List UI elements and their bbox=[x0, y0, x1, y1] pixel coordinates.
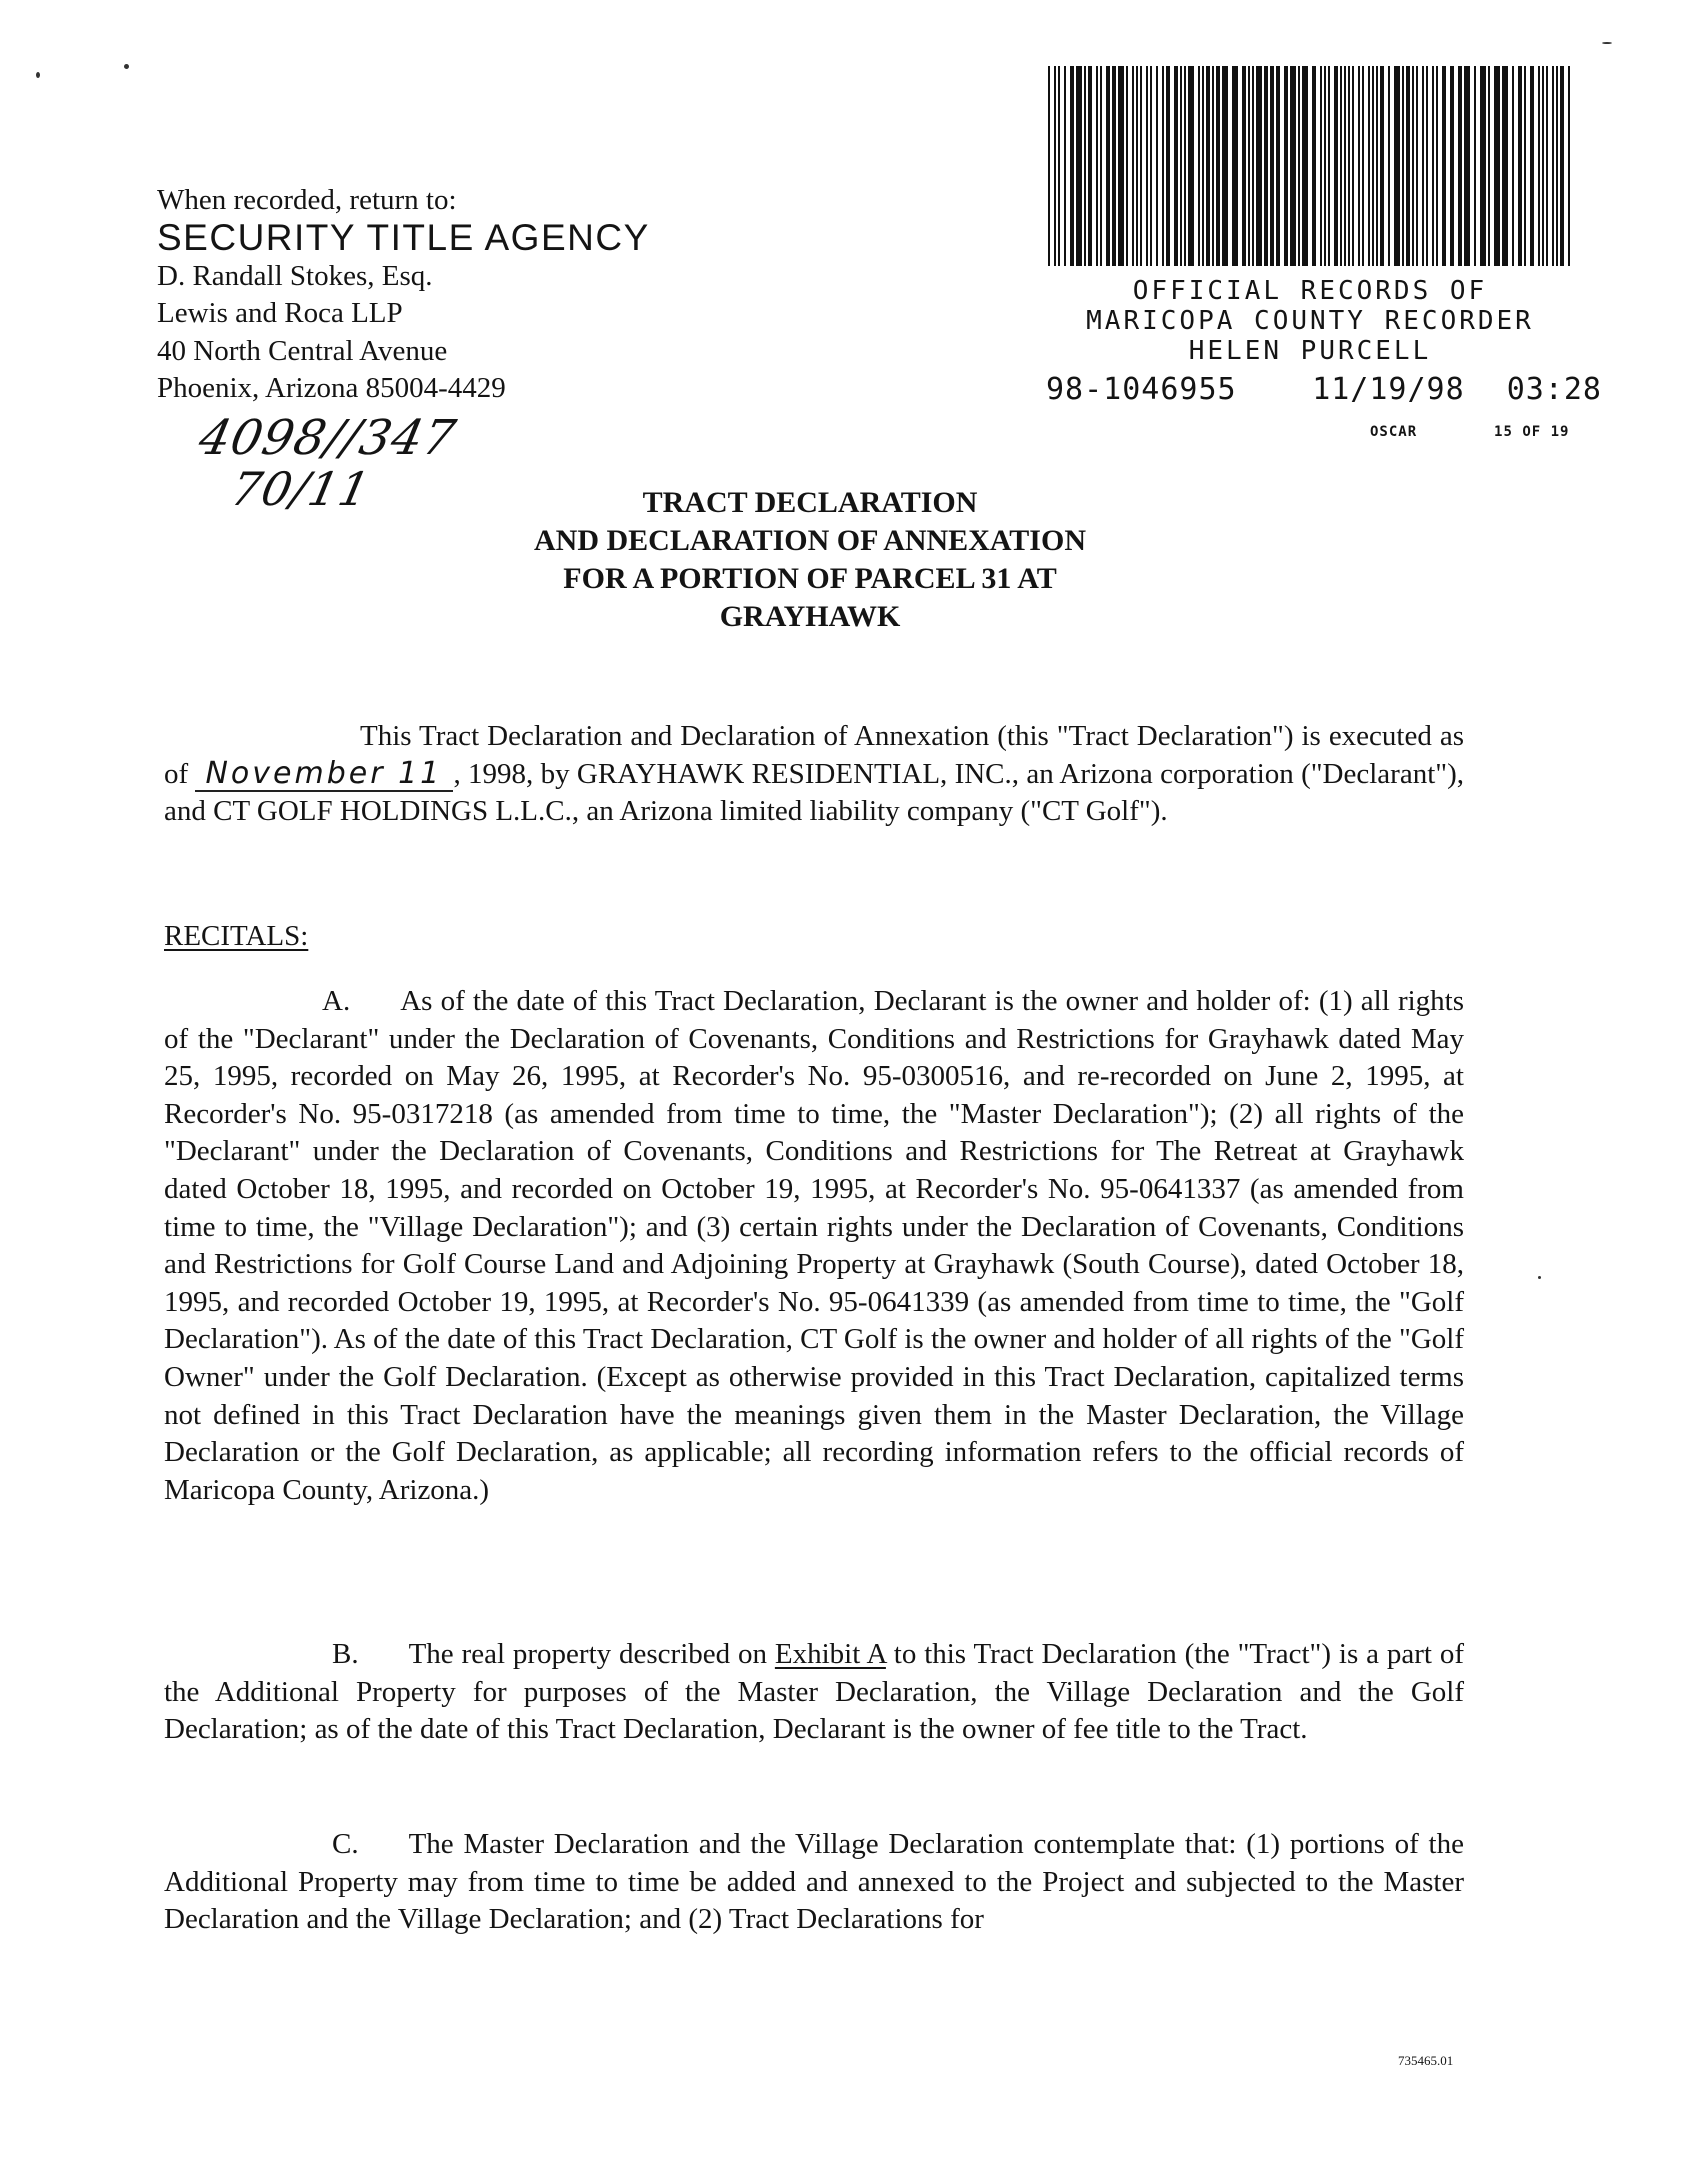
recitals-heading: RECITALS: bbox=[164, 920, 309, 952]
barcode-bar bbox=[1372, 66, 1374, 266]
barcode-bar bbox=[1232, 66, 1238, 266]
document-number: 735465.01 bbox=[1398, 2053, 1454, 2068]
intro-paragraph bbox=[164, 718, 1464, 831]
recording-date: 11/19/98 bbox=[1312, 372, 1465, 407]
barcode-bar bbox=[1132, 66, 1134, 266]
handwritten-date: November 11 bbox=[205, 755, 443, 791]
barcode-bar bbox=[1184, 66, 1186, 266]
barcode-bar bbox=[1206, 66, 1210, 266]
recital-c-text: The Master Declaration and the Village Declaration contemplate that: (1) portions of the Additional Property may from time to time be added and annexed to the Project and subjected to the Master Declaration and the Village Declaration; and (2) Tract Declarations for bbox=[164, 1828, 1464, 1936]
barcode-bar bbox=[1298, 66, 1300, 266]
barcode-bar bbox=[1198, 66, 1200, 266]
barcode-bar bbox=[1048, 66, 1050, 266]
barcode-bar bbox=[1474, 66, 1476, 266]
barcode-bar bbox=[1442, 66, 1446, 266]
title-line: AND DECLARATION OF ANNEXATION bbox=[534, 524, 1086, 557]
barcode-bar bbox=[1188, 66, 1194, 266]
recording-sub-row bbox=[1370, 424, 1569, 440]
barcode-bar bbox=[1320, 66, 1322, 266]
barcode-bar bbox=[1376, 66, 1378, 266]
barcode-bar bbox=[1358, 66, 1360, 266]
return-to-line: D. Randall Stokes, Esq. bbox=[157, 259, 433, 292]
barcode-bar bbox=[1406, 66, 1410, 266]
recital-label: B. bbox=[332, 1638, 359, 1670]
barcode-bar bbox=[1480, 66, 1486, 266]
recital-b-text-pre: The real property described on bbox=[408, 1638, 767, 1670]
barcode-bar bbox=[1112, 66, 1116, 266]
barcode-bar bbox=[1166, 66, 1170, 266]
agency-stamp: SECURITY TITLE AGENCY bbox=[157, 216, 650, 258]
barcode-bar bbox=[1450, 66, 1454, 266]
recital-b-text-post: to this Tract Declaration (the "Tract") is a part of the Additional Property for purposes of the Master Declaration, the Village Declaration and the Golf Declaration; as of the date of this Tract Declaration, Declarant is the owner of fee title to the Tract. bbox=[164, 1638, 1465, 1746]
barcode-bar bbox=[1126, 66, 1128, 266]
barcode-bar bbox=[1340, 66, 1342, 266]
barcode-bar bbox=[1248, 66, 1250, 266]
recorder-line: MARICOPA COUNTY RECORDER bbox=[1086, 306, 1534, 336]
barcode-bar bbox=[1388, 66, 1390, 266]
barcode-bar bbox=[1270, 66, 1274, 266]
barcode-bar bbox=[1106, 66, 1110, 266]
barcode-bar bbox=[1264, 66, 1268, 266]
scan-speck bbox=[124, 64, 129, 69]
recital-a bbox=[164, 983, 1464, 1509]
barcode-bar bbox=[1546, 66, 1548, 266]
barcode-bar bbox=[1560, 66, 1564, 266]
barcode-bar bbox=[1324, 66, 1326, 266]
barcode-bar bbox=[1162, 66, 1164, 266]
barcode-bar bbox=[1242, 66, 1246, 266]
barcode-bar bbox=[1380, 66, 1384, 266]
barcode-bar bbox=[1530, 66, 1534, 266]
barcode-bar bbox=[1394, 66, 1400, 266]
scan-speck bbox=[1538, 1276, 1541, 1279]
barcode-bar bbox=[1174, 66, 1178, 266]
barcode-bar bbox=[1096, 66, 1098, 266]
barcode-bar bbox=[1140, 66, 1142, 266]
exhibit-a-reference: Exhibit A bbox=[774, 1638, 886, 1670]
barcode-bar bbox=[1290, 66, 1296, 266]
return-to-block bbox=[157, 182, 650, 408]
title-line: TRACT DECLARATION bbox=[642, 486, 978, 519]
barcode-bar bbox=[1216, 66, 1220, 266]
intro-text-part1: This Tract Declaration and Declaration of Annexation (this "Tract Declaration") is executed as of bbox=[164, 720, 1464, 790]
barcode-bar bbox=[1070, 66, 1074, 266]
barcode-bar bbox=[1222, 66, 1228, 266]
recording-page-count: 15 OF 19 bbox=[1494, 424, 1570, 440]
barcode-bar bbox=[1402, 66, 1404, 266]
recorder-line: HELEN PURCELL bbox=[1188, 336, 1432, 366]
barcode-bar bbox=[1312, 66, 1316, 266]
recording-time: 03:28 bbox=[1506, 372, 1602, 407]
barcode-bar bbox=[1458, 66, 1462, 266]
barcode-bar bbox=[1412, 66, 1414, 266]
barcode-bar bbox=[1568, 66, 1570, 266]
recording-clerk: OSCAR bbox=[1370, 424, 1418, 440]
intro-text-part2: , 1998, by GRAYHAWK RESIDENTIAL, INC., an Arizona corporation ("Declarant"), and CT GOLF HOLDINGS L.L.C., an Arizona limited liability company ("CT Golf"). bbox=[164, 757, 1465, 828]
barcode-bar bbox=[1426, 66, 1428, 266]
barcode-bar bbox=[1136, 66, 1138, 266]
recorder-stamp bbox=[1040, 276, 1580, 366]
barcode-bar bbox=[1518, 66, 1522, 266]
barcode-bar bbox=[1284, 66, 1288, 266]
barcode-bar bbox=[1432, 66, 1434, 266]
barcode-bar bbox=[1494, 66, 1500, 266]
recital-b bbox=[164, 1636, 1464, 1749]
barcode-bar bbox=[1100, 66, 1102, 266]
barcode-bar bbox=[1064, 66, 1066, 266]
barcode-bar bbox=[1212, 66, 1214, 266]
barcode-bar bbox=[1436, 66, 1438, 266]
barcode-bar bbox=[1464, 66, 1470, 266]
barcode-bar bbox=[1512, 66, 1514, 266]
barcode-bar bbox=[1202, 66, 1204, 266]
barcode-bar bbox=[1348, 66, 1350, 266]
barcode-bar bbox=[1328, 66, 1330, 266]
title-line: FOR A PORTION OF PARCEL 31 AT bbox=[563, 562, 1057, 595]
recital-label: C. bbox=[332, 1828, 359, 1860]
barcode-bar bbox=[1058, 66, 1060, 266]
barcode-bar bbox=[1542, 66, 1544, 266]
recital-a-text: As of the date of this Tract Declaration, Declarant is the owner and holder of: (1) all rights of the "Declarant" under the Declaration of Covenants, Conditions and Restrictions for Grayhawk dated May 25, 1995, recorded on May 26, 1995, at Recorder's No. 95-0300516, and re-recorded on June 2, 1995, at Recorder's No. 95-0317218 (as amended from time to time, the "Master Declaration"); (2) all rights of the "Declarant" under the Declaration of Covenants, Conditions and Restrictions for The Retreat at Grayhawk dated October 18, 1995, and recorded on October 19, 1995, at Recorder's No. 95-0641337 (as amended from time to time, the "Village Declaration"); and (3) certain rights under the Declaration of Covenants, Conditions and Restrictions for Golf Course Land and Adjoining Property at Grayhawk (South Course), dated October 18, 1995, and recorded October 19, 1995, at Recorder's No. 95-0641339 (as amended from time to time, the "Golf Declaration"). As of the date of this Tract Declaration, CT Golf is the owner and holder of all rights of the "Golf Owner" under the Golf Declaration. (Except as otherwise provided in this Tract Declaration, capitalized terms not defined in this Tract Declaration have the meanings given them in the Master Declaration, the Village Declaration or the Golf Declaration, as applicable; all recording information refers to the official records of Maricopa County, Arizona.) bbox=[164, 985, 1464, 1506]
recital-c bbox=[164, 1826, 1464, 1939]
handwritten-file-number: 4098//347 bbox=[194, 410, 462, 466]
barcode-bar bbox=[1556, 66, 1558, 266]
scan-speck bbox=[1602, 42, 1612, 44]
barcode-bar bbox=[1352, 66, 1354, 266]
barcode-bar bbox=[1488, 66, 1490, 266]
barcode-bar bbox=[1368, 66, 1370, 266]
barcode-bar bbox=[1146, 66, 1148, 266]
barcode-bar bbox=[1334, 66, 1338, 266]
barcode-bar bbox=[1416, 66, 1418, 266]
barcode-bar bbox=[1524, 66, 1526, 266]
return-to-line: Phoenix, Arizona 85004-4429 bbox=[157, 372, 506, 404]
barcode-bar bbox=[1344, 66, 1346, 266]
barcode-bar bbox=[1088, 66, 1092, 266]
recorder-line: OFFICIAL RECORDS OF bbox=[1132, 276, 1488, 306]
return-to-line: Lewis and Roca LLP bbox=[157, 297, 403, 329]
recording-info-row bbox=[1046, 372, 1602, 407]
barcode-bar bbox=[1118, 66, 1124, 266]
scan-speck bbox=[36, 72, 40, 78]
date-blank bbox=[195, 755, 453, 792]
return-to-heading: When recorded, return to: bbox=[157, 184, 457, 216]
barcode-bar bbox=[1256, 66, 1262, 266]
barcode-bar bbox=[1150, 66, 1152, 266]
barcode-bar bbox=[1276, 66, 1280, 266]
recording-number: 98-1046955 bbox=[1046, 372, 1237, 407]
document-title bbox=[300, 484, 1320, 636]
barcode-bar bbox=[1502, 66, 1508, 266]
barcode-bar bbox=[1156, 66, 1158, 266]
title-line: GRAYHAWK bbox=[719, 600, 901, 633]
barcode-bar bbox=[1054, 66, 1056, 266]
barcode-bar bbox=[1422, 66, 1424, 266]
barcode-bar bbox=[1362, 66, 1364, 266]
barcode-bar bbox=[1552, 66, 1554, 266]
barcode-bar bbox=[1076, 66, 1082, 266]
barcode bbox=[1044, 66, 1576, 266]
barcode-bar bbox=[1538, 66, 1540, 266]
barcode-bar bbox=[1252, 66, 1254, 266]
recital-label: A. bbox=[322, 985, 351, 1017]
barcode-bar bbox=[1180, 66, 1182, 266]
handwritten-initials: 70/11 bbox=[226, 462, 376, 516]
barcode-bar bbox=[1084, 66, 1086, 266]
return-to-line: 40 North Central Avenue bbox=[157, 334, 448, 367]
barcode-bar bbox=[1302, 66, 1308, 266]
